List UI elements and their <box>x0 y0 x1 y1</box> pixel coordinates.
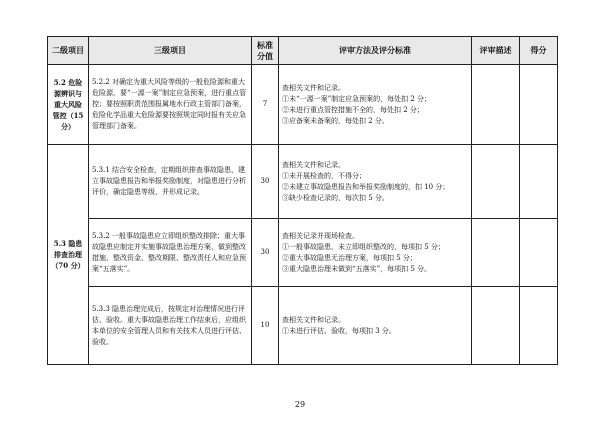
table-row <box>48 287 558 365</box>
method-line: ③缺少检查记录的，每次扣 5 分。 <box>282 193 389 202</box>
item-standard-score: 7 <box>252 65 279 145</box>
item-description <box>472 65 520 145</box>
header-row <box>48 37 558 65</box>
method-line: ③应备案未备案的，每处扣 2 分。 <box>282 116 389 125</box>
item-description <box>472 287 520 365</box>
item-points <box>520 219 558 287</box>
item-standard-score: 10 <box>252 287 279 365</box>
evaluation-table <box>47 36 558 365</box>
item-points <box>520 145 558 219</box>
item-standard-score: 30 <box>252 219 279 287</box>
item-text: 5.3.3 隐患治理完成后，按规定对治理情况进行评估、验收。重大事故隐患治理工作结束后，应组织本单位的安全管理人员和有关技术人员进行评估、验收。 <box>89 287 252 365</box>
item-points <box>520 287 558 365</box>
method-line: ①未“一源一案”制定应急预案的，每处扣 2 分； <box>282 94 432 103</box>
method-line: ①未进行评估、验收，每项扣 3 分。 <box>282 326 396 335</box>
method-line: ①一般事故隐患，未立即组织整改的，每项扣 5 分； <box>282 242 445 251</box>
item-method <box>279 287 472 365</box>
method-line: ②重大事故隐患无治理方案，每项扣 5 分； <box>282 253 417 262</box>
method-line: ③重大隐患治理未做到“五落实”，每项扣 5 分。 <box>282 264 432 273</box>
item-method <box>279 145 472 219</box>
header-method: 评审方法及评分标准 <box>279 37 472 65</box>
item-text: 5.2.2 对确定为重大风险等级的一般危险源和重大危险源，要“一源一案”制定应急预案，进行重点管控；要按照职责范围报属地水行政主管部门备案，危险化学品重大危险源要按照规定同时报有关应急管理部门备案。 <box>89 65 252 145</box>
method-line: ①未开展检查的，不得分； <box>282 171 366 180</box>
header-standard-score: 标准分值 <box>252 37 279 65</box>
table-row <box>48 219 558 287</box>
method-line: 查相关文件和记录。 <box>282 160 345 169</box>
page-number: 29 <box>294 400 306 409</box>
method-line: ②未进行重点管控措施不全的，每处扣 2 分； <box>282 105 424 114</box>
item-description <box>472 219 520 287</box>
item-method <box>279 219 472 287</box>
item-text: 5.3.2 一般事故隐患应立即组织整改排除；重大事故隐患应制定并实施事故隐患治理方案，做到整改措施、整改资金、整改期限、整改责任人和应急预案“五落实”。 <box>89 219 252 287</box>
item-description <box>472 145 520 219</box>
header-description: 评审描述 <box>472 37 520 65</box>
item-text: 5.3.1 结合安全检查，定期组织排查事故隐患，建立事故隐患报告和举报奖励制度，对隐患进行分析评价，确定隐患等级，并形成记录。 <box>89 145 252 219</box>
method-line: ②未建立事故隐患报告和举报奖励制度的，扣 10 分； <box>282 182 450 191</box>
method-line: 查相关文件和记录。 <box>282 83 345 92</box>
section-title: 5.3 隐患排查治理（70 分） <box>48 145 89 365</box>
header-level3: 三级项目 <box>89 37 252 65</box>
table-row <box>48 65 558 145</box>
item-standard-score: 30 <box>252 145 279 219</box>
method-line: 查相关文件和记录。 <box>282 315 345 324</box>
table-row <box>48 145 558 219</box>
method-line: 查相关记录并现场检查。 <box>282 231 359 240</box>
header-level2: 二级项目 <box>48 37 89 65</box>
header-score: 得分 <box>520 37 558 65</box>
section-title: 5.2 危险源辨识与重大风险管控（15 分） <box>48 65 89 145</box>
item-points <box>520 65 558 145</box>
item-method <box>279 65 472 145</box>
